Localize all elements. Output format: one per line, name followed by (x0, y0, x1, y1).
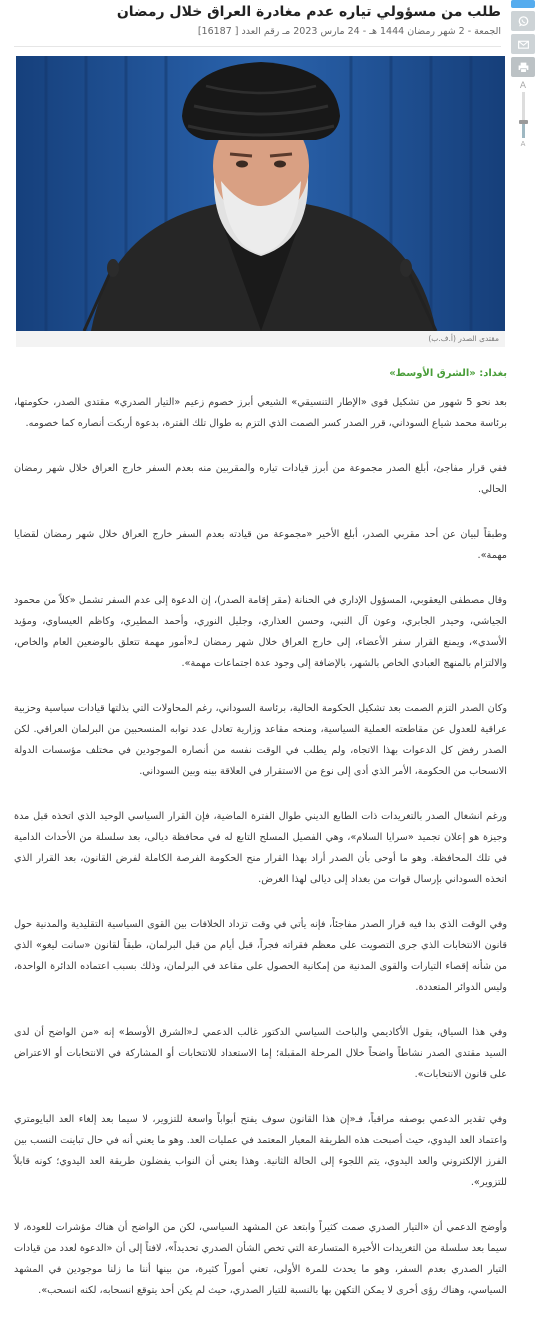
article-meta: الجمعة - 2 شهر رمضان 1444 هـ - 24 مارس 2023 مـ رقم العدد [ 16187] (197, 26, 501, 37)
print-icon (517, 61, 530, 74)
article-paragraph: وطبقاً لبيان عن أحد مقربي الصدر، أبلغ الأخير «مجموعة من قيادته بعدم السفر خارج العراق خلال شهر رمضان لقضايا مهمة». (14, 529, 507, 561)
article-paragraph: وأوضح الدعمي أن «التيار الصدري صمت كثيراً وابتعد عن المشهد السياسي، لكن من الواضح أن هناك مؤشرات للعودة، لا سيما بعد سلسلة من التغريدات الأخيرة المتسارعة التي تخص الشأن الصدري تحديداً»، لافتاً إلى أن «الدعوة لعدد من قيادات التيار الصدري بعدم السفر، وهو ما يحدث للمرة الأولى، تعني أموراً كثيرة، من بينها أننا ما زلنا موجودين في المشهد السياسي، وهناك رؤى أخرى لا يمكن التكهن بها بالنسبة للتيار الصدري، حيث لم يكن أحد يتوقع انسحابه، لكنه انسحب». (14, 1222, 507, 1296)
mail-icon (517, 38, 530, 51)
print-button[interactable] (511, 57, 535, 77)
article-paragraph: وفي الوقت الذي بدا فيه قرار الصدر مفاجئاً، فإنه يأتي في وقت تزداد الخلافات بين القوى السياسية التقليدية والمدنية حول قانون الانتخابات الذي جرى التصويت على معظم فقراته فجراً، قبل أيام من قبل البرلمان، طبقاً لقانون «سانت ليغو» الذي من شأنه إقصاء التيارات والقوى المدنية من إمكانية الحصول على مقاعد في البرلمان، وذلك بسبب اعتماده الدائرة الواحدة، وليس الدوائر المتعددة. (14, 919, 507, 993)
font-size-slider[interactable] (511, 92, 535, 138)
article-dateline: بغداد: «الشرق الأوسط» (389, 368, 507, 379)
portrait-illustration (16, 56, 505, 331)
article-paragraph: وكان الصدر التزم الصمت بعد تشكيل الحكومة الحالية، برئاسة السوداني، رغم المحاولات التي بذلتها قيادات سياسية وحزبية عراقية للعدول عن مقاطعته العملية السياسية، ومنحه مقاعد وزارية تعادل عدد نوابه المنسحبين من البرلمان العراقي. لكن الصدر رفض كل الدعوات بهذا الاتجاه، ولم يطلب في الوقت نفسه من أنصاره الموجودين في مختلف مؤسسات الدولة الانسحاب من الحكومة، الأمر الذي أدى إلى نوع من الاستقرار في العلاقة بينه وبين السوداني. (14, 703, 507, 777)
article-paragraph: وفي تقدير الدعمي بوصفه مراقباً، فـ«إن هذا القانون سوف يفتح أبواباً واسعة للتزوير، لا سيما بعد إلغاء العد البايومتري واعتماد العد اليدوي، حيث أصبحت هذه الطريقة المعيار المعتمد في عمليات العد. وهو ما يعني أنه في حال تباينت النسب بين الفرز الإلكتروني والعد اليدوي، يتم اللجوء إلى الحالة الثانية. وهذا يعني أن النواب يفضلون طريقة العد اليدوي؛ كونه قابلاً للتزوير». (14, 1114, 507, 1188)
article-paragraph: ففي قرار مفاجئ، أبلغ الصدر مجموعة من أبرز قيادات تياره والمقربين منه بعدم السفر خارج العراق خلال شهر رمضان الحالي. (14, 463, 507, 495)
article-photo (16, 56, 505, 331)
twitter-share-button[interactable] (511, 0, 535, 8)
article-headline: طلب من مسؤولي تياره عدم مغادرة العراق خلال رمضان (116, 4, 501, 21)
font-decrease-button[interactable]: A (520, 140, 526, 148)
article-paragraph: ورغم انشغال الصدر بالتغريدات ذات الطابع الديني طوال الفترة الماضية، فإن القرار السياسي الوحيد الذي اتخذه قبل مدة وجيزة هو إعلان تجميد «سرايا السلام»، وهي الفصيل المسلح التابع له في محافظة ديالى، بعد سلسلة من الأحداث الدامية في تلك المحافظة. وهو ما أوحى بأن الصدر أراد بهذا القرار منح الحكومة الفرصة الكاملة لفرض القانون، بعد القرار الذي اتخذه السوداني بإرسال قوات من بغداد إلى ديالى لهذا الغرض. (14, 811, 507, 885)
article-paragraph: وقال مصطفى اليعقوبي، المسؤول الإداري في الحنانة (مقر إقامة الصدر)، إن الدعوة إلى عدم السفر تشمل «كلاً من محمود الجياشي، وحيدر الجابري، وعون آل النبي، وحسن العذاري، وجليل النوري، وأحمد المطيري، وكاظم العيساوي، ومؤيد الأسدي»، ويمنع القرار سفر الأعضاء، إلى خارج العراق خلال شهر رمضان لـ«أمور مهمة تتعلق بالوضعين العام والخاص، والالتزام بالمنهج العبادي الخاص بالشهر، بالإضافة إلى وجود عدة اجتماعات مهمة». (14, 595, 507, 669)
whatsapp-share-button[interactable] (511, 11, 535, 31)
whatsapp-icon (517, 15, 530, 28)
article-paragraph: بعد نحو 5 شهور من تشكيل قوى «الإطار التنسيقي» الشيعي أبرز خصوم زعيم «التيار الصدري» مقتدى الصدر، حكومتها، برئاسة محمد شياع السوداني، قرر الصدر كسر الصمت الذي التزم به طوال تلك الفترة، بدعوة أربكت أنصاره كما خصومه. (14, 397, 507, 429)
slider-fill (522, 122, 525, 138)
divider (14, 46, 501, 47)
slider-handle[interactable] (519, 120, 528, 124)
article-body (14, 364, 507, 1325)
email-share-button[interactable] (511, 34, 535, 54)
article-paragraph: وفي هذا السياق، يقول الأكاديمي والباحث السياسي الدكتور غالب الدعمي لـ«الشرق الأوسط» إنه «من الواضح أن لدى السيد مقتدى الصدر نشاطاً واضحاً خلال المرحلة المقبلة؛ إما الاستعداد للانتخابات أو المشاركة في الانتخابات أو الاعتراض على قانون الانتخابات». (14, 1027, 507, 1080)
share-toolbar (511, 0, 537, 150)
photo-caption: مقتدى الصدر (أ.ف.ب) (16, 331, 505, 347)
font-increase-button[interactable]: A (519, 81, 527, 91)
